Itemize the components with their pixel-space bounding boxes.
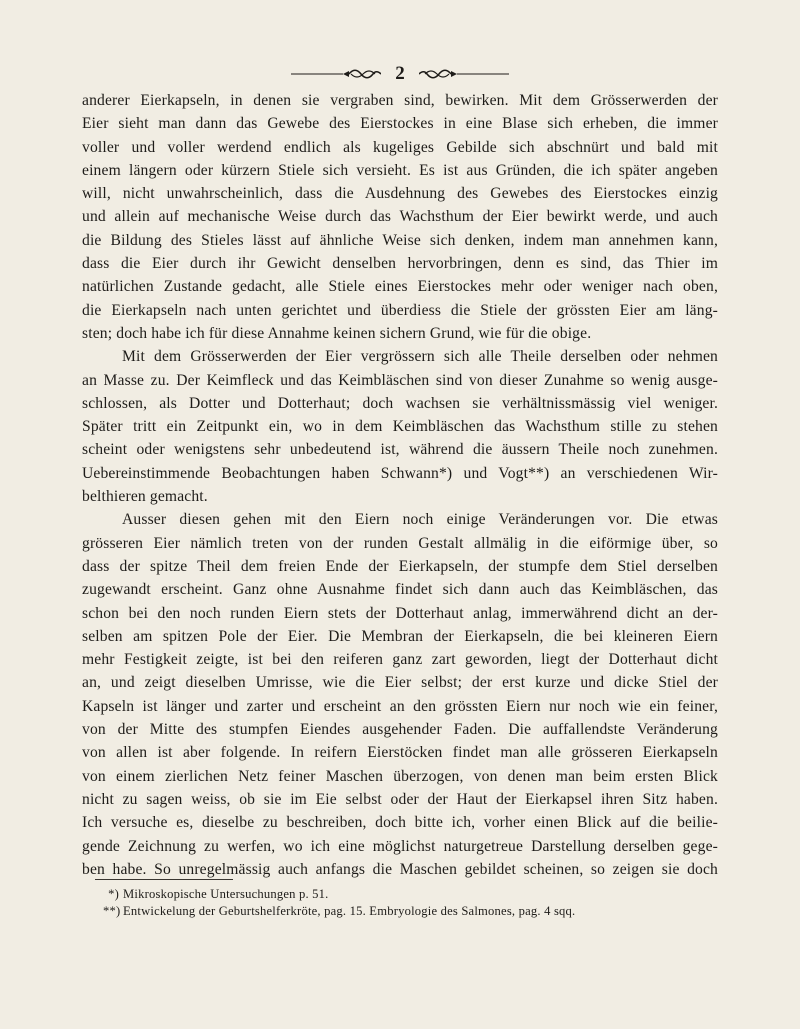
footnote-text: Mikroskopische Untersuchungen p. 51. [123, 887, 329, 901]
text-line: dass die Eier durch ihr Gewicht denselben hervorbringen, denn es sind, das Thier im [82, 255, 718, 273]
text-line: von allen ist aber folgende. In reifern Eierstöcken findet man alle grösseren Eierkapseln [82, 744, 718, 762]
text-line: die Eierkapseln nach unten gerichtet und überdiess die Stiele der grössten Eier am läng- [82, 301, 718, 319]
text-line: zugewandt erscheint. Ganz ohne Ausnahme findet sich dann auch das Keimbläschen, das [82, 581, 718, 599]
text-line: an Masse zu. Der Keimfleck und das Keimbläschen sind von dieser Zunahme so wenig ausge- [82, 371, 718, 389]
text-line: und allein auf mechanische Weise durch das Wachsthum der Eier bewirkt werde, und auch [82, 208, 718, 226]
text-line: Ich versuche es, dieselbe zu beschreiben, doch bitte ich, vorher einen Blick auf die beilie- [82, 814, 718, 832]
text-line: scheint oder wenigstens sehr unbedeutend ist, während die äussern Theile noch zunehmen. [82, 441, 718, 459]
page-header [0, 64, 800, 84]
text-line: Später tritt ein Zeitpunkt ein, wo in dem Keimbläschen das Wachsthum stille zu stehen [82, 418, 718, 436]
footnote [103, 903, 723, 920]
text-line: sten; doch habe ich für diese Annahme keinen sichern Grund, wie für die obige. [82, 324, 592, 342]
footnotes [103, 886, 723, 920]
text-line: ben habe. So unregelmässig auch anfangs die Maschen gebildet scheinen, so zeigen sie doch [82, 860, 718, 878]
text-line: Ausser diesen gehen mit den Eiern noch einige Veränderungen vor. Die etwas [122, 511, 718, 529]
footnote-text: Entwickelung der Geburtshelferkröte, pag. 15. Embryologie des Salmones, pag. 4 sqq. [123, 904, 576, 918]
footnote-mark: **) [103, 904, 121, 918]
text-line: will, nicht unwahrscheinlich, dass die Ausdehnung des Gewebes des Eierstockes einzig [82, 185, 718, 203]
text-line: Eier sieht man dann das Gewebe des Eierstockes in eine Blase sich erheben, die immer [82, 115, 718, 133]
text-line: selben am spitzen Pole der Eier. Die Membran der Eierkapseln, die bei kleineren Eiern [82, 627, 718, 645]
footnote [103, 886, 723, 903]
page-number: 2 [395, 63, 405, 84]
text-line: Uebereinstimmende Beobachtungen haben Schwann*) und Vogt**) an verschiedenen Wir- [82, 464, 718, 482]
right-ornament-icon [419, 68, 509, 80]
text-line: von einem zierlichen Netz feiner Maschen überzogen, von denen man beim ersten Blick [82, 767, 718, 785]
text-line: gende Zeichnung zu werfen, wo ich eine möglichst naturgetreue Darstellung derselben gege- [82, 837, 718, 855]
text-line: von der Mitte des stumpfen Eiendes ausgehender Faden. Die auffallendste Veränderung [82, 721, 718, 739]
footnote-mark: *) [108, 887, 119, 901]
text-line: die Bildung des Stieles lässt auf ähnliche Weise sich denken, indem man annehmen kann, [82, 231, 718, 249]
text-line: anderer Eierkapseln, in denen sie vergraben sind, bewirken. Mit dem Grösserwerden der [82, 92, 718, 109]
text-line: schlossen, als Dotter und Dotterhaut; doch wachsen sie verhältnissmässig viel weniger. [82, 394, 718, 412]
text-line: an, und zeigt dieselben Umrisse, wie die Eier selbst; der erst kurze und dicke Stiel der [82, 674, 718, 692]
text-line: einem längern oder kürzern Stiele sich versieht. Es ist aus Gründen, die ich später angeben [82, 161, 718, 179]
text-line: dass der spitze Theil dem freien Ende der Eierkapseln, der stumpfe dem Stiel derselben [82, 557, 718, 575]
text-line: grösseren Eier nämlich treten von der runden Gestalt allmälig in die eiförmige über, so [82, 534, 718, 552]
text-line: Kapseln ist länger und zarter und erscheint an den grössten Eiern nur noch wie ein feiner, [82, 697, 718, 715]
text-line: schon bei den noch runden Eiern stets der Dotterhaut anlag, immerwährend dicht an der- [82, 604, 718, 622]
body-text [82, 89, 718, 881]
text-line: belthieren gemacht. [82, 488, 208, 506]
text-line: mehr Festigkeit zeigte, ist bei den reiferen ganz zart geworden, liegt der Dotterhaut dicht [82, 651, 718, 669]
left-ornament-icon [291, 68, 381, 80]
footnote-divider [95, 879, 233, 880]
text-line: natürlichen Zustande gedacht, alle Stiele eines Eierstockes mehr oder weniger nach oben, [82, 278, 718, 296]
text-line: nicht zu sagen weiss, ob sie im Eie selbst oder der Haut der Eierkapsel ihren Sitz haben. [82, 790, 718, 808]
text-line: voller und voller werdend endlich als kugeliges Gebilde sich abschnürt und bald mit [82, 138, 718, 156]
text-line: Mit dem Grösserwerden der Eier vergrössern sich alle Theile derselben oder nehmen [122, 348, 718, 366]
